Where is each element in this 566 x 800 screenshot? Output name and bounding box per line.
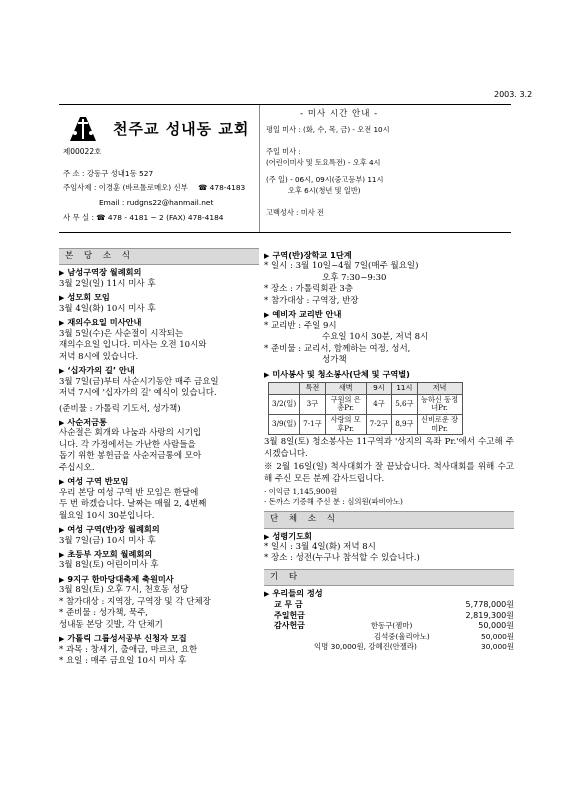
- triangle-icon: ▶: [59, 294, 65, 303]
- table-cell: 신비로운 장미Pr.: [417, 414, 462, 434]
- section-title-groups: 단 체 소 식: [264, 511, 514, 528]
- item-title: ▶ 미사봉사 및 청소봉사(단체 및 구역별): [264, 368, 410, 379]
- profit-note: · 이익금 1,145,900원: [264, 487, 338, 497]
- table-cell: 8,9구: [392, 414, 417, 434]
- item-line: 3월 8일(토) 어린이미사 후: [59, 560, 159, 571]
- item-line: 3월 5일(수)은 사순절이 시작되는: [59, 328, 184, 339]
- item-title: ▶ 여성 구역 반모임: [59, 476, 129, 487]
- item-line: 우리 본당 여성 구역 반 모임은 한달에: [59, 487, 199, 498]
- church-logo-icon: [66, 113, 100, 143]
- item-line: 월요일 10시 30분입니다.: [59, 510, 155, 521]
- item-line: * 준비물 : 성가책, 묵주,: [59, 608, 149, 619]
- offering-label: 주일헌금: [274, 610, 305, 620]
- item-title: ▶ 가톨릭 그룹성서공부 신청자 모집: [59, 633, 187, 644]
- item-title: ▶ 우리들의 정성: [264, 588, 323, 599]
- item-title: ▶ 예비자 교리반 안내: [264, 309, 342, 320]
- item-line: 두 번 하겠습니다. 날짜는 매월 2, 4번째: [59, 499, 207, 510]
- thanks-note: ※ 2월 16일(일) 척사대회가 잘 끝났습니다. 척사대회를 위해 수고해 주신 모든 분께 감사드립니다.: [264, 462, 514, 484]
- table-cell: 3구: [300, 394, 326, 414]
- triangle-icon: ▶: [59, 319, 65, 328]
- item-line: 3월 4일(화) 10시 미사 후: [59, 303, 156, 314]
- item-line: * 과목 : 창세기, 출애급, 마르코, 요한: [59, 644, 198, 655]
- item-title: ▶ 여성 구역(반)장 월례회의: [59, 524, 160, 535]
- item-line: 돕기 위한 봉헌금을 사순저금통에 모아: [59, 451, 202, 462]
- service-table: [268, 382, 463, 435]
- church-name: 천주교 성내동 교회: [113, 120, 250, 138]
- triangle-icon: ▶: [264, 370, 270, 379]
- table-row: [269, 394, 463, 414]
- item-line: 3월 8일(토) 오후 7시, 천호동 성당: [59, 585, 189, 596]
- email: Email : rudgns22@hanmail.net: [99, 198, 214, 207]
- offering-row: [274, 600, 514, 611]
- table-cell: 4구: [366, 394, 392, 414]
- section-title-parish: 본 당 소 식: [59, 248, 259, 265]
- table-cell: 구원의 은총Pr.: [325, 394, 366, 414]
- table-cell: 7-1구: [300, 414, 326, 434]
- sunday-mass-2: 오후 6시(청년 및 일반): [288, 186, 361, 195]
- table-cell: 3/9(일): [269, 414, 300, 434]
- item-line: * 참가대상 : 구역장, 반장: [264, 295, 359, 306]
- address: 주 소 : 강동구 성내1동 527: [63, 169, 154, 178]
- donor-value: 50,000원: [481, 632, 514, 642]
- item-line: 수요일 10시 30분, 저녁 8시: [322, 332, 429, 343]
- item-line: * 일시 : 3월 4일(화) 저녁 8시: [264, 542, 376, 553]
- offering-value: 5,778,000원: [465, 599, 514, 609]
- offering-value: 2,819,300원: [465, 610, 514, 620]
- parish-news-list: [59, 267, 259, 667]
- left-column: [59, 248, 259, 668]
- triangle-icon: ▶: [59, 575, 65, 584]
- weekday-mass: 평일 미사 : (화, 수, 목, 금) - 오전 10시: [266, 125, 390, 134]
- item-line: (준비물 : 가톨릭 기도서, 성가책): [59, 403, 181, 414]
- service-note: 3월 8일(토) 청소봉사는 11구역과 '상지의 옥좌 Pr.'에서 수고해 주시겠습니다.: [264, 437, 514, 459]
- item-line: * 일시 : 3월 10일~4월 7일(매주 월요일): [264, 261, 419, 272]
- sunday-mass-label: 주일 미사 :: [266, 147, 301, 156]
- triangle-icon: ▶: [264, 532, 270, 541]
- item-title: ▶ 구역(반)장학교 1단계: [264, 250, 352, 260]
- table-cell: 5,6구: [392, 394, 417, 414]
- triangle-icon: ▶: [59, 367, 65, 376]
- triangle-icon: ▶: [59, 269, 65, 278]
- table-cell: 사랑의 모후Pr.: [325, 414, 366, 434]
- table-cell: 능하신 동정녀Pr.: [417, 394, 462, 414]
- item-line: * 장소 : 가톨릭회관 3층: [264, 284, 354, 295]
- item-line: * 교리반 : 주일 9시: [264, 320, 337, 331]
- mass-times-title: - 미사 시간 안내 -: [300, 109, 379, 119]
- item-line: 3월 7일(금) 10시 미사 후: [59, 535, 156, 546]
- bulletin-date: 2003. 3.2: [494, 90, 533, 99]
- donor-name: 김석중(율리아노): [374, 632, 430, 642]
- donor-name: 익명 30,000원, 강혜진(안젤라): [314, 642, 417, 652]
- table-header: 9시: [366, 383, 392, 395]
- item-title: ▶ 재의수요일 미사안내: [59, 317, 142, 328]
- offering-label: 감사헌금: [274, 621, 305, 631]
- donor-value: 30,000원: [481, 642, 514, 652]
- table-header-row: [269, 383, 463, 395]
- confession: 고백성사 : 미사 전: [266, 208, 324, 217]
- offering-row: [274, 611, 514, 622]
- item-line: 주십시오.: [59, 462, 95, 473]
- item-line: * 준비물 : 교리서, 함께하는 여정, 성서,: [264, 343, 411, 354]
- mass-times: [259, 105, 512, 232]
- item-title: ▶ 사순저금통: [59, 416, 107, 427]
- item-line: 성가책: [322, 355, 347, 366]
- table-cell: 3/2(일): [269, 394, 300, 414]
- item-line: * 장소 : 성전(누구나 참석할 수 있습니다.): [264, 553, 420, 564]
- item-title: ▶ 남성구역장 월례회의: [59, 267, 142, 278]
- church-info: [59, 105, 259, 232]
- table-header: 특전: [300, 383, 326, 395]
- triangle-icon: ▶: [59, 635, 65, 644]
- pastor: [63, 183, 245, 193]
- triangle-icon: ▶: [264, 590, 270, 599]
- item-title: ▶ 초등부 자모회 월례회의: [59, 549, 153, 560]
- item-title: ▶ 9지구 한마당대축제 축원미사: [59, 573, 174, 584]
- item-title: ▶ 성모회 모임: [59, 292, 110, 303]
- offering-value: 50,000원: [478, 621, 514, 631]
- pastor-name: 주임사제 : 이경훈 (바르톨로메오) 신부: [63, 183, 188, 192]
- triangle-icon: ▶: [264, 311, 270, 320]
- item-title: ▶ 성령기도회: [264, 530, 312, 541]
- item-line: 오후 7:30~9:30: [322, 272, 387, 283]
- triangle-icon: ▶: [59, 526, 65, 535]
- saturday-mass: (어린이미사 및 토요특전) - 오후 4시: [266, 158, 381, 167]
- offerings: [264, 600, 514, 652]
- sunday-mass-1: (주 일) - 06시, 09시(중고등부) 11시: [266, 175, 384, 184]
- table-header: 저녁: [417, 383, 462, 395]
- table-header: 새벽: [325, 383, 366, 395]
- table-header: 11시: [392, 383, 417, 395]
- offering-donor: 한동구(젬마): [370, 621, 413, 631]
- right-column: [264, 248, 514, 652]
- item-line: 3월 7일(금)부터 사순시기동안 매주 금요일: [59, 376, 219, 387]
- item-line: 재의수요일 입니다. 미사는 오전 10시와: [59, 340, 207, 351]
- item-line: 니다. 각 가정에서는 가난한 사람들을: [59, 439, 196, 450]
- triangle-icon: ▶: [264, 252, 270, 260]
- table-row: [269, 414, 463, 434]
- table-header: [269, 383, 300, 395]
- item-title: ▶ ‘십자가의 길’ 안내: [59, 365, 135, 376]
- item-line: 저녁 7시에 '십자가의 길' 예식이 있습니다.: [59, 388, 217, 399]
- pastor-phone: ☎ 478-4183: [198, 183, 246, 192]
- item-line: 성내동 본당 깃발, 각 단체기: [59, 619, 163, 630]
- table-cell: 7-2구: [366, 414, 392, 434]
- triangle-icon: ▶: [59, 551, 65, 560]
- item-line: * 요일 : 매주 금요일 10시 미사 후: [59, 656, 187, 667]
- offering-row: [274, 621, 514, 632]
- triangle-icon: ▶: [59, 418, 65, 427]
- triangle-icon: ▶: [59, 478, 65, 487]
- offering-label: 교 무 금: [274, 599, 303, 609]
- donor-row: [274, 632, 514, 642]
- item-line: 사순절은 회개와 나눔과 사랑의 시기입: [59, 428, 202, 439]
- item-line: 3월 2일(일) 11시 미사 후: [59, 278, 156, 289]
- item-line: * 참가대상 : 지역장, 구역장 및 각 단체장: [59, 596, 211, 607]
- issue-number: 제00022호: [63, 147, 102, 156]
- section-title-etc: 기 타: [264, 569, 514, 586]
- header-box: [59, 104, 511, 233]
- donor-note: · 돈까스 기증해 주신 분 : 심의원(파비아노): [264, 497, 403, 507]
- item-line: 저녁 8시에 있습니다.: [59, 351, 139, 362]
- donor-row: [274, 642, 514, 652]
- office-phone: 사 무 실 : ☎ 478 - 4181 ~ 2 (FAX) 478-4184: [63, 213, 224, 222]
